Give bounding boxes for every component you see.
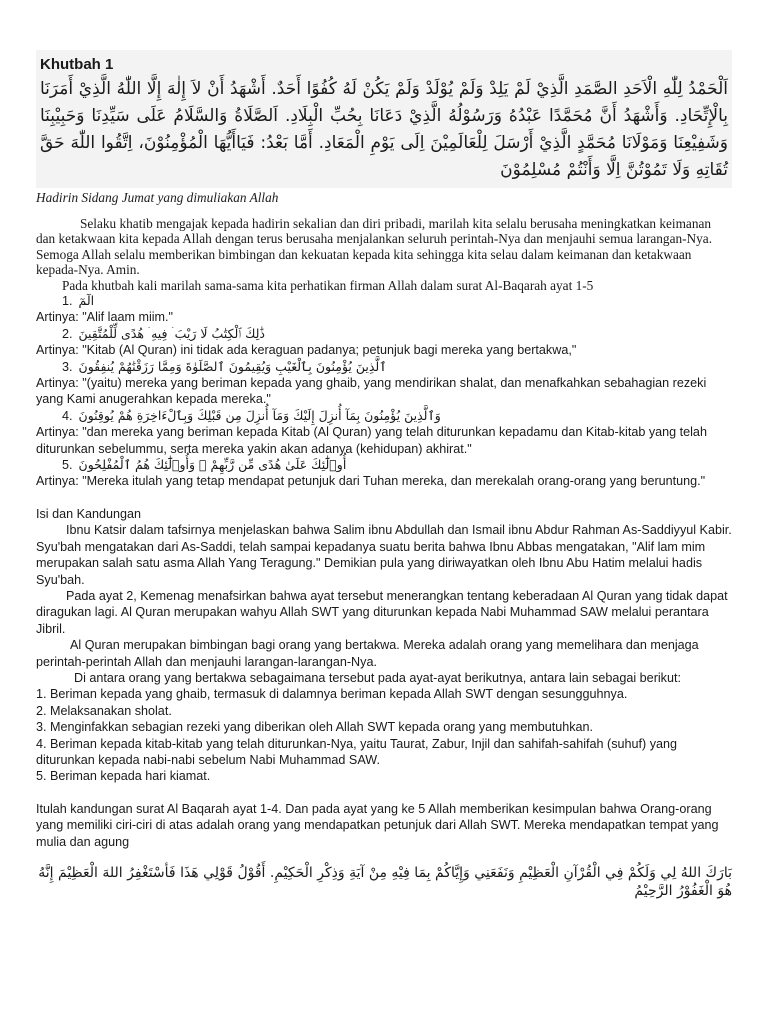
- content-paragraph: Pada ayat 2, Kemenag menafsirkan bahwa ayat tersebut menerangkan tentang keberadaan Al Quran yang tidak dapat diragukan lagi. Al Quran merupakan wahyu Allah SWT yang diturunkan kepada Nabi Muhammad SAW melalui perantara Jibril.: [36, 588, 728, 636]
- content-paragraph: Ibnu Katsir dalam tafsirnya menjelaskan bahwa Salim ibnu Abdullah dan Ismail ibnu Abdur Rahman As-Saddiyyul Kabir. Syu'bah mengatakan dari As-Saddi, telah sampai kepadanya suatu berita bahwa Ibnu Abbas mengatakan, "Alif lam mim merupakan salah satu asma Allah Yang Teragung." Demikian pula yang diriwayatkan oleh Ibnu Abu Hatim melalui hadis Syu'bah.: [36, 523, 732, 587]
- content-paragraph: Al Quran merupakan bimbingan bagi orang yang bertakwa. Mereka adalah orang yang memelihara dan menjaga perintah-perintah Allah dan menjauhi larangan-larangan-Nya.: [36, 638, 699, 669]
- verse-list: [36, 293, 732, 850]
- verse-translation: Artinya: "(yaitu) mereka yang beriman kepada yang ghaib, yang mendirikan shalat, dan menafkahkan sebahagian rezeki yang Kami anugerahkan kepada mereka.": [36, 376, 707, 407]
- verse-number: 3.: [62, 359, 73, 374]
- verse-arabic: ٱلَّذِينَ يُؤْمِنُونَ بِٱلْغَيْبِ وَيُقِيمُونَ ٱلصَّلَوٰةَ وَمِمَّا رَزَقْنَٰهُمْ يُنفِقُونَ: [78, 358, 387, 374]
- verse-arabic: وَٱلَّذِينَ يُؤْمِنُونَ بِمَآ أُنزِلَ إِلَيْكَ وَمَآ أُنزِلَ مِن قَبْلِكَ وَبِٱلْءَاخِرَةِ هُمْ يُوقِنُونَ: [78, 407, 441, 423]
- verse-number: 4.: [62, 408, 73, 423]
- verse-translation: Artinya: "dan mereka yang beriman kepada Kitab (Al Quran) yang telah diturunkan kepadamu dan Kitab-kitab yang telah diturunkan sebelummu, serta mereka yakin akan adanya (kehidupan) akhirat.": [36, 425, 707, 456]
- verse-number: 1.: [62, 294, 73, 308]
- list-item: 1. Beriman kepada yang ghaib, termasuk di dalamnya beriman kepada Allah SWT dengan sesungguhnya.: [36, 687, 628, 702]
- verse-translation: Artinya: "Mereka itulah yang tetap mendapat petunjuk dari Tuhan mereka, dan merekalah orang-orang yang beruntung.": [36, 474, 706, 489]
- conclusion-paragraph: Itulah kandungan surat Al Baqarah ayat 1-4. Dan pada ayat yang ke 5 Allah memberikan kesimpulan bahwa Orang-orang yang memiliki ciri-ciri di atas adalah orang yang mendapatkan petunjuk dari Allah SWT. Mereka mendapatkan tempat yang mulia dan agung: [36, 801, 719, 849]
- greeting: Hadirin Sidang Jumat yang dimuliakan Allah: [36, 190, 279, 205]
- verse-item: [36, 359, 732, 375]
- section-heading: Isi dan Kandungan: [36, 506, 142, 521]
- document-page: [36, 50, 732, 900]
- intro-paragraph: Pada khutbah kali marilah sama-sama kita perhatikan firman Allah dalam surat Al-Baqarah ayat 1-5: [62, 277, 594, 293]
- khutbah-header-block: [36, 50, 732, 188]
- verse-item: [36, 457, 732, 473]
- list-item: 3. Menginfakkan sebagian rezeki yang diberikan oleh Allah SWT kepada orang yang membutuhkan.: [36, 720, 594, 735]
- verse-translation: Artinya: "Kitab (Al Quran) ini tidak ada keraguan padanya; petunjuk bagi mereka yang bertakwa,": [36, 343, 577, 358]
- verse-number: 5.: [62, 458, 73, 473]
- verse-item: [36, 293, 732, 309]
- verse-arabic: ذَٰلِكَ ٱلْكِتَٰبُ لَا رَيْبَ ۛ فِيهِ ۛ هُدًى لِّلْمُتَّقِينَ: [78, 325, 265, 341]
- verse-translation: Artinya: "Alif laam miim.": [36, 310, 174, 325]
- verse-item: [36, 408, 732, 424]
- closing-arabic-prayer: بَارَكَ اللهُ لِي وَلَكُمْ فِي الْقُرْآنِ الْعَظِيْمِ وَنَفَعَنِي وَإِيَّاكُمْ بِمَا فِيْهِ مِنْ آيَةِ وَذِكْرِ الْحَكِيْمِ. أَقُوْلُ قَوْلِي هَذَا فَأسْتَغْفِرُ اللهَ الْعَظِيْمَ إِنَّهُ هُوَ الْغَفُوْرُ الرَّحِيْمُ: [38, 865, 732, 899]
- verse-number: 2.: [62, 326, 73, 341]
- list-item: 2. Melaksanakan sholat.: [36, 703, 172, 718]
- page-title: Khutbah 1: [40, 56, 114, 73]
- verse-item: [36, 326, 732, 342]
- list-item: 5. Beriman kepada hari kiamat.: [36, 769, 211, 784]
- verse-arabic: أُو۟لَٰٓئِكَ عَلَىٰ هُدًى مِّن رَّبِّهِمْ ۖ وَأُو۟لَٰٓئِكَ هُمُ ٱلْمُفْلِحُونَ: [78, 457, 347, 473]
- list-item: 4. Beriman kepada kitab-kitab yang telah diturunkan-Nya, yaitu Taurat, Zabur, Injil dan sahifah-sahifah (suhuf) yang diturunkan kepada nabi-nabi sebelum Nabi Muhammad SAW.: [36, 736, 678, 767]
- verse-arabic: الٓمٓ: [78, 293, 95, 308]
- content-paragraph: Di antara orang yang bertakwa sebagaimana tersebut pada ayat-ayat berikutnya, antara lain sebagai berikut:: [74, 670, 681, 685]
- opening-paragraph: Selaku khatib mengajak kepada hadirin sekalian dan diri pribadi, marilah kita selalu berusaha meningkatkan keimanan dan ketakwaan kita kepada Allah dengan terus berusaha menjalankan seluruh perintah-Nya dan menjauhi semua larangan-Nya. Semoga Allah selalu memberikan bimbingan dan kekuatan kepada kita sehingga kita selau dalam keimanan dan ketakwaan kepada-Nya. Amin.: [36, 215, 713, 277]
- arabic-opening-text: اَلْحَمْدُ لِلّٰهِ الْاَحَدِ الصَّمَدِ الَّذِيْ لَمْ يَلِدْ وَلَمْ يُوْلَدْ وَلَمْ يَكُنْ لَهُ كُفُوًا أَحَدٌ. أَشْهَدُ أَنْ لاَ إِلٰهَ إِلَّا اللّٰهُ الَّذِيْ أَمَرَنَا بِالْإِتِّحَادِ. وَأَشْهَدُ أَنَّ مُحَمَّدًا عَبْدُهُ وَرَسُوْلُهُ الَّذِيْ دَعَانَا بِحُبِّ الْبِلَادِ. اَلصَّلَاةُ وَالسَّلَامُ عَلَى سَيِّدِنَا وَحَبِيْبِنَا وَشَفِيْعِنَا وَمَوْلَانَا مُحَمَّدٍ الَّذِيْ أَرْسَلَ لِلْعَالَمِيْنَ اِلَى يَوْمِ الْمَعَادِ. أَمَّا بَعْدُ: فَيَاأَيُّهَا الْمُؤْمِنُوْنَ، اِتَّقُوا اللّٰهَ حَقَّ تُقَاتِهِ وَلَا تَمُوْتُنَّ اِلَّا وَأَنْتُمْ مُسْلِمُوْنَ: [40, 79, 728, 180]
